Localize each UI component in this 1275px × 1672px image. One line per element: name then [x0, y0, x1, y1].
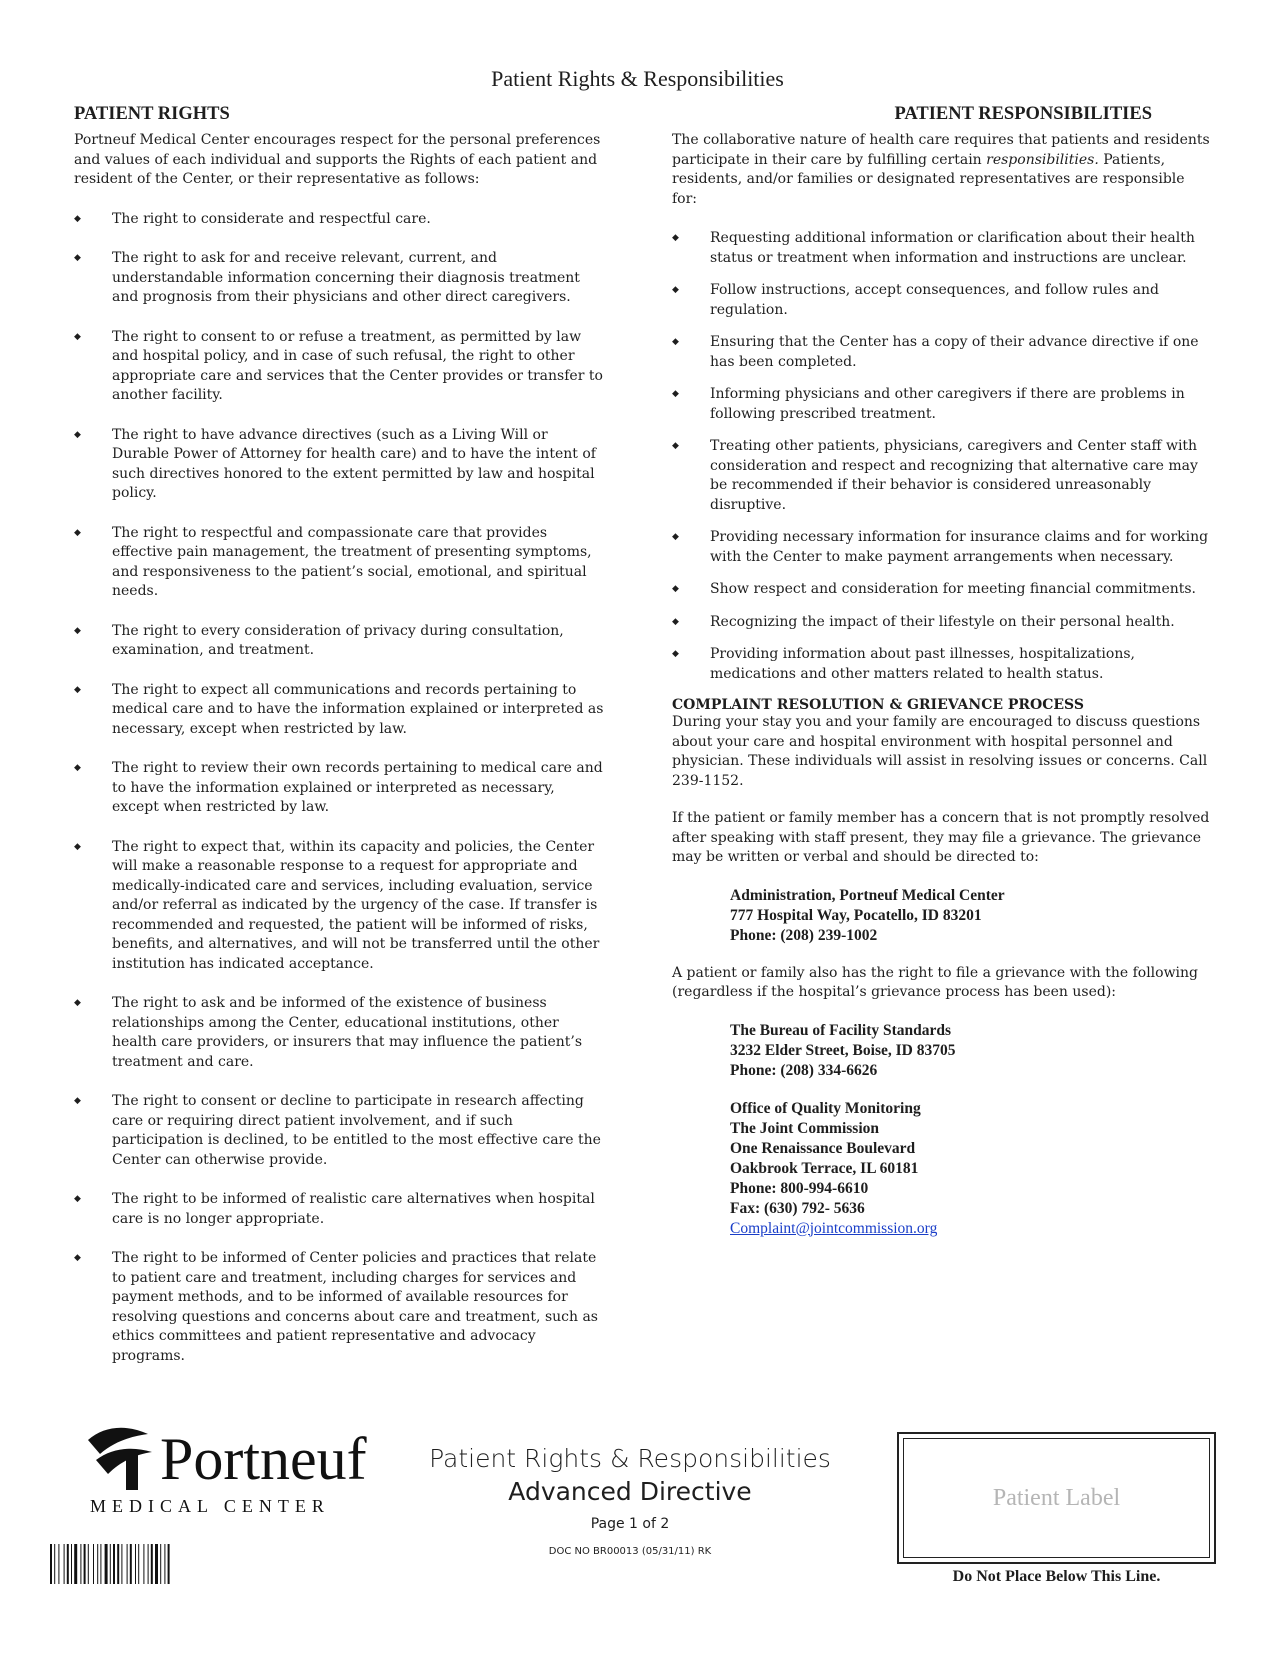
responsibilities-list-item: ◆ Recognizing the impact of their lifestyle on their personal health. [672, 613, 1212, 633]
patient-responsibilities-heading: PATIENT RESPONSIBILITIES [894, 104, 1152, 124]
page-title: Patient Rights & Responsibilities [491, 66, 784, 91]
portneuf-logo [86, 1428, 386, 1523]
rights-list-item: ◆ The right to consent or decline to participate in research affecting care or requiring direct patient involvement, and if such participation is declined, to be entitled to the most effective care the Center can otherwise provide. [74, 1092, 604, 1170]
patient-label-placeholder: Patient Label [992, 1484, 1121, 1511]
rights-list-item: ◆ The right to ask and be informed of the existence of business relationships among the Center, educational institutions, other health care providers, or insurers that may influence the patient’s treatment and care. [74, 994, 604, 1072]
rights-list-item: ◆ The right to be informed of realistic care alternatives when hospital care is no longer appropriate. [74, 1190, 604, 1229]
patient-rights-list [74, 210, 604, 1367]
logo-mark-icon [86, 1420, 166, 1490]
rights-list-item: ◆ The right to every consideration of privacy during consultation, examination, and treatment. [74, 622, 604, 661]
responsibilities-list-item: ◆ Ensuring that the Center has a copy of their advance directive if one has been completed. [672, 333, 1212, 372]
doc-number: DOC NO BR00013 (05/31/11) RK [548, 1546, 712, 1557]
patient-label-box [897, 1432, 1216, 1564]
joint-commission-address: Office of Quality Monitoring The Joint Commission One Renaissance Boulevard Oakbrook Terrace, IL 60181 Phone: 800-994-6610 Fax: (630) 792- 5636 Complaint@jointcommission.org [730, 1099, 938, 1237]
patient-rights-heading: PATIENT RIGHTS [74, 104, 230, 124]
complaint-paragraph-3: A patient or family also has the right to file a grievance with the following (regardless if the hospital’s grievance process has been used): [672, 964, 1199, 1000]
footer-line-2: Advanced Directive [508, 1477, 752, 1506]
responsibilities-list-item: ◆ Providing necessary information for insurance claims and for working with the Center to make payment arrangements when necessary. [672, 528, 1212, 567]
rights-list-item: ◆ The right to respectful and compassionate care that provides effective pain management, the treatment of presenting symptoms, and responsiveness to the patient’s social, emotional, and spiritual needs. [74, 524, 604, 602]
footer-form-title [400, 1442, 860, 1557]
patient-rights-section [74, 104, 604, 1386]
responsibilities-list-item: ◆ Follow instructions, accept consequences, and follow rules and regulation. [672, 281, 1212, 320]
rights-list-item: ◆ The right to expect all communications and records pertaining to medical care and to have the information explained or interpreted as necessary, except when restricted by law. [74, 681, 604, 740]
barcode-icon [50, 1544, 250, 1584]
complaint-paragraph-1: During your stay you and your family are encouraged to discuss questions about your care and hospital environment with hospital personnel and physician. These individuals will assist in resolving issues or concerns. Call 239-1152. [672, 714, 1208, 789]
rights-list-item: ◆ The right to consent to or refuse a treatment, as permitted by law and hospital policy, and in case of such refusal, the right to other appropriate care and services that the Center provides or transfer to another facility. [74, 328, 604, 406]
administration-address: Administration, Portneuf Medical Center 777 Hospital Way, Pocatello, ID 83201 Phone: (208) 239-1002 [730, 886, 1005, 944]
responsibilities-list-item: ◆ Providing information about past illnesses, hospitalizations, medications and other matters related to health status. [672, 645, 1212, 684]
footer-line-1: Patient Rights & Responsibilities [429, 1444, 831, 1473]
patient-responsibilities-section [672, 104, 1212, 1239]
bureau-address: The Bureau of Facility Standards 3232 Elder Street, Boise, ID 83705 Phone: (208) 334-6626 [730, 1021, 956, 1079]
complaint-paragraph-2: If the patient or family member has a concern that is not promptly resolved after speaking with staff present, they may file a grievance. The grievance may be written or verbal and should be directed to: [672, 810, 1210, 865]
responsibilities-list-item: ◆ Treating other patients, physicians, caregivers and Center staff with consideration and respect and recognizing that alternative care may be recommended if their behavior is considered unreasonably disruptive. [672, 437, 1212, 515]
rights-list-item: ◆ The right to expect that, within its capacity and policies, the Center will make a reasonable response to a request for appropriate and medically-indicated care and services, including evaluation, service and/or referral as indicated by the urgency of the case. If transfer is recommended and requested, the patient will be informed of risks, benefits, and alternatives, and will not be transferred until the other institution has indicated acceptance. [74, 838, 604, 975]
do-not-place-notice: Do Not Place Below This Line. [952, 1568, 1161, 1585]
logo-wordmark: Portneuf [160, 1426, 367, 1492]
complaint-heading: COMPLAINT RESOLUTION & GRIEVANCE PROCESS [672, 697, 1084, 713]
page-number: Page 1 of 2 [590, 1516, 670, 1532]
rights-list-item: ◆ The right to be informed of Center policies and practices that relate to patient care and treatment, including charges for services and payment methods, and to be informed of available resources for resolving questions and concerns about care and treatment, such as ethics committees and patient representative and advocacy programs. [74, 1249, 604, 1366]
patient-rights-intro: Portneuf Medical Center encourages respect for the personal preferences and values of each individual and supports the Rights of each patient and resident of the Center, or their representative as follows: [74, 132, 601, 187]
responsibilities-list-item: ◆ Requesting additional information or clarification about their health status or treatment when information and instructions are unclear. [672, 229, 1212, 268]
patient-responsibilities-intro: The collaborative nature of health care requires that patients and residents participate in their care by fulfilling certain responsibilities. Patients, residents, and/or families or designated representatives are responsible for: [672, 132, 1210, 207]
rights-list-item: ◆ The right to considerate and respectful care. [74, 210, 604, 230]
rights-list-item: ◆ The right to have advance directives (such as a Living Will or Durable Power of Attorney for health care) and to have the intent of such directives honored to the extent permitted by law and hospital policy. [74, 426, 604, 504]
complaint-email-link[interactable]: Complaint@jointcommission.org [730, 1219, 938, 1237]
responsibilities-list-item: ◆ Show respect and consideration for meeting financial commitments. [672, 580, 1212, 600]
patient-responsibilities-list [672, 229, 1212, 684]
responsibilities-list-item: ◆ Informing physicians and other caregivers if there are problems in following prescribed treatment. [672, 385, 1212, 424]
rights-list-item: ◆ The right to review their own records pertaining to medical care and to have the information explained or interpreted as necessary, except when restricted by law. [74, 759, 604, 818]
logo-subtitle: MEDICAL CENTER [90, 1496, 330, 1516]
rights-list-item: ◆ The right to ask for and receive relevant, current, and understandable information concerning their diagnosis treatment and prognosis from their physicians and other direct caregivers. [74, 249, 604, 308]
